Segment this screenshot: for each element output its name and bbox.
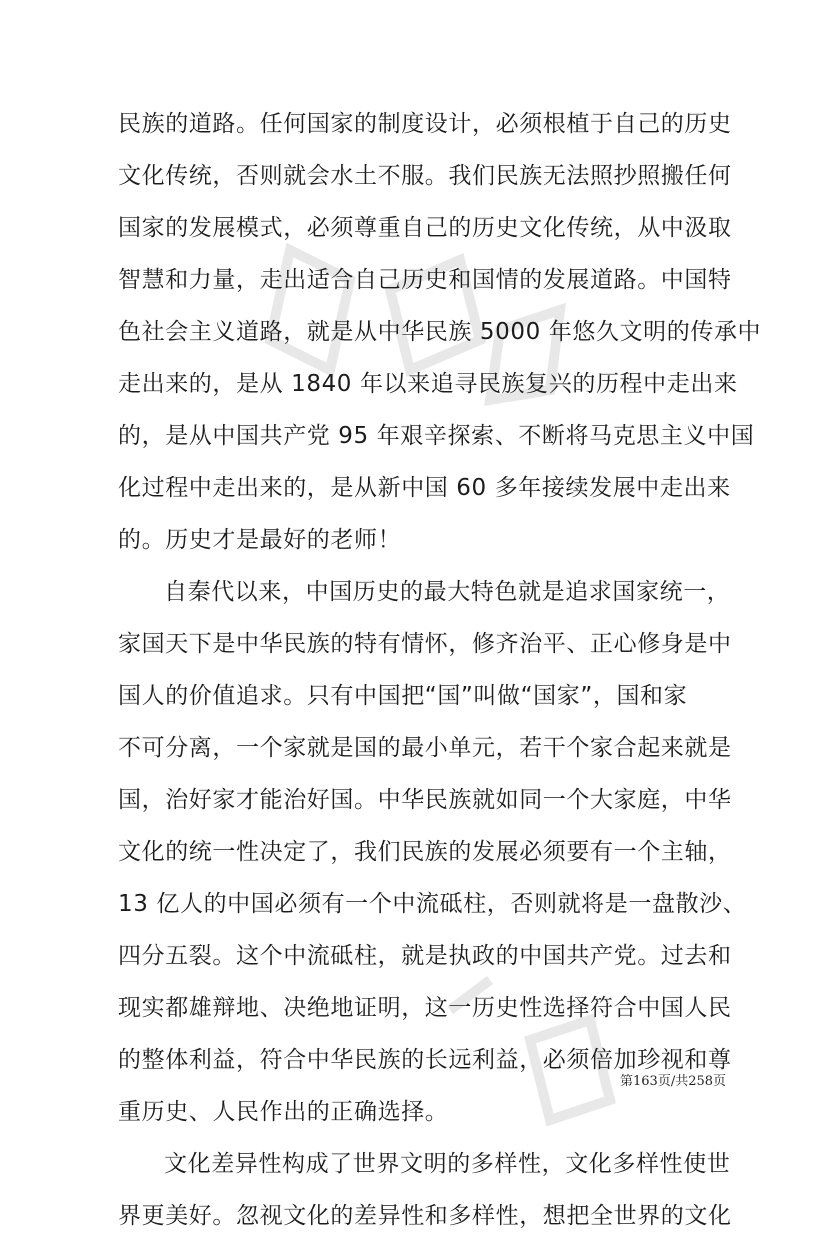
text-line: 国，治好家才能治好国。中华民族就如同一个大家庭，中华 [118, 787, 732, 813]
text-line: 现实都雄辩地、决绝地证明，这一历史性选择符合中国人民 [118, 995, 732, 1021]
text-line: 文化传统，否则就会水土不服。我们民族无法照抄照搬任何 [118, 163, 732, 189]
text-line: 四分五裂。这个中流砥柱，就是执政的中国共产党。过去和 [118, 943, 732, 969]
text-line: 不可分离，一个家就是国的最小单元，若干个家合起来就是 [118, 735, 732, 761]
text-line: 的，是从中国共产党 95 年艰辛探索、不断将马克思主义中国 [118, 423, 755, 449]
text-line: 的。历史才是最好的老师！ [118, 527, 402, 553]
text-line: 13 亿人的中国必须有一个中流砥柱，否则就将是一盘散沙、 [118, 891, 747, 917]
text-line: 国人的价值追求。只有中国把“国”叫做“国家”，国和家 [118, 683, 688, 709]
paragraph-start-line: 自秦代以来，中国历史的最大特色就是追求国家统一， [164, 579, 731, 605]
text-line: 化过程中走出来的，是从新中国 60 多年接续发展中走出来 [118, 475, 731, 501]
text-line: 界更美好。忽视文化的差异性和多样性，想把全世界的文化 [118, 1203, 732, 1229]
text-line: 智慧和力量，走出适合自己历史和国情的发展道路。中国特 [118, 267, 732, 293]
paragraph-start-line: 文化差异性构成了世界文明的多样性，文化多样性使世 [164, 1151, 731, 1177]
text-line: 国家的发展模式，必须尊重自己的历史文化传统，从中汲取 [118, 215, 732, 241]
text-line: 走出来的，是从 1840 年以来追寻民族复兴的历程中走出来 [118, 371, 738, 397]
text-line: 家国天下是中华民族的特有情怀，修齐治平、正心修身是中 [118, 631, 732, 657]
text-line: 色社会主义道路，就是从中华民族 5000 年悠久文明的传承中 [118, 319, 762, 345]
text-line: 文化的统一性决定了，我们民族的发展必须要有一个主轴， [118, 839, 732, 865]
text-line: 的整体利益，符合中华民族的长远利益，必须倍加珍视和尊 [118, 1047, 732, 1073]
text-line: 重历史、人民作出的正确选择。 [118, 1099, 449, 1125]
page-number: 第163页/共258页 [620, 1074, 727, 1089]
text-line: 民族的道路。任何国家的制度设计，必须根植于自己的历史 [118, 111, 732, 137]
